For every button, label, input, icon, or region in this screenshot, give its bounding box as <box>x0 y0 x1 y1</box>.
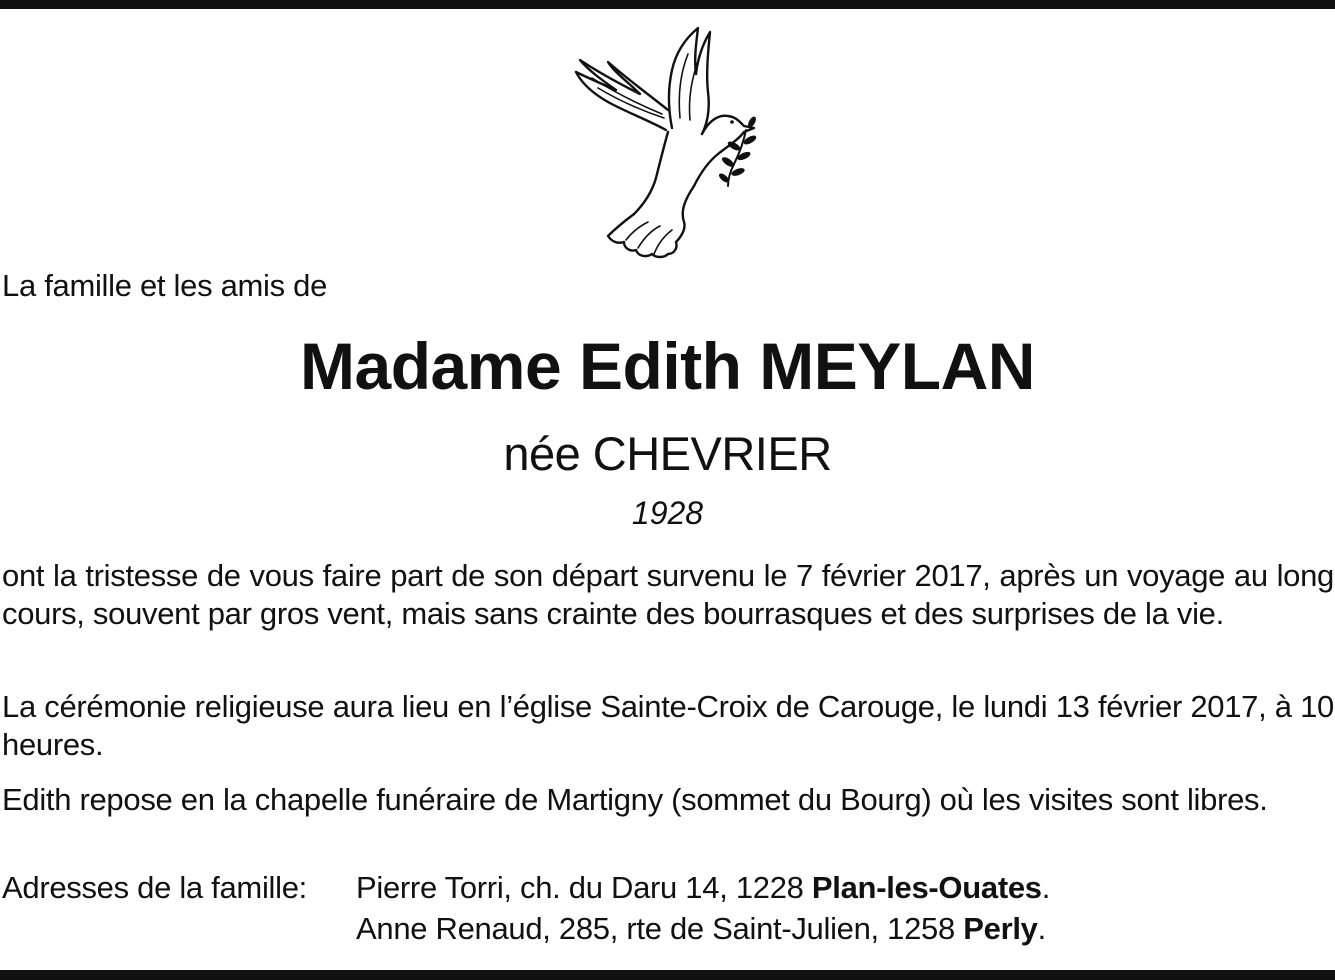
addresses-label: Adresses de la famille: <box>2 870 307 905</box>
top-border-rule <box>0 0 1335 9</box>
address-town: Plan-les-Ouates <box>811 870 1042 905</box>
address-entry <box>356 868 1050 908</box>
announcement-paragraph: ont la tristesse de vous faire part de son départ survenu le 7 février 2017, après un voyage au long cours, souvent par gros vent, mais sans crainte des bourrasques et des surprises de la vie. <box>2 558 1334 631</box>
dove-icon <box>568 22 768 262</box>
birth-year: 1928 <box>631 495 704 531</box>
address-street: Anne Renaud, 285, rte de Saint-Julien, 1258 <box>356 911 955 946</box>
ceremony-paragraph: La cérémonie religieuse aura lieu en l’église Sainte-Croix de Carouge, le lundi 13 février 2017, à 10 heures. <box>2 689 1334 762</box>
intro-line: La famille et les amis de <box>2 268 328 303</box>
deceased-name: Madame Edith MEYLAN <box>300 329 1035 403</box>
address-town: Perly <box>963 911 1038 946</box>
address-end: . <box>1041 870 1051 905</box>
visitation-paragraph: Edith repose en la chapelle funéraire de Martigny (sommet du Bourg) où les visites sont libres. <box>2 782 1268 817</box>
maiden-name: née CHEVRIER <box>503 427 832 480</box>
bottom-border-rule <box>0 970 1335 980</box>
address-end: . <box>1037 911 1046 946</box>
address-entry <box>356 909 1046 949</box>
address-street: Pierre Torri, ch. du Daru 14, 1228 <box>356 870 804 905</box>
